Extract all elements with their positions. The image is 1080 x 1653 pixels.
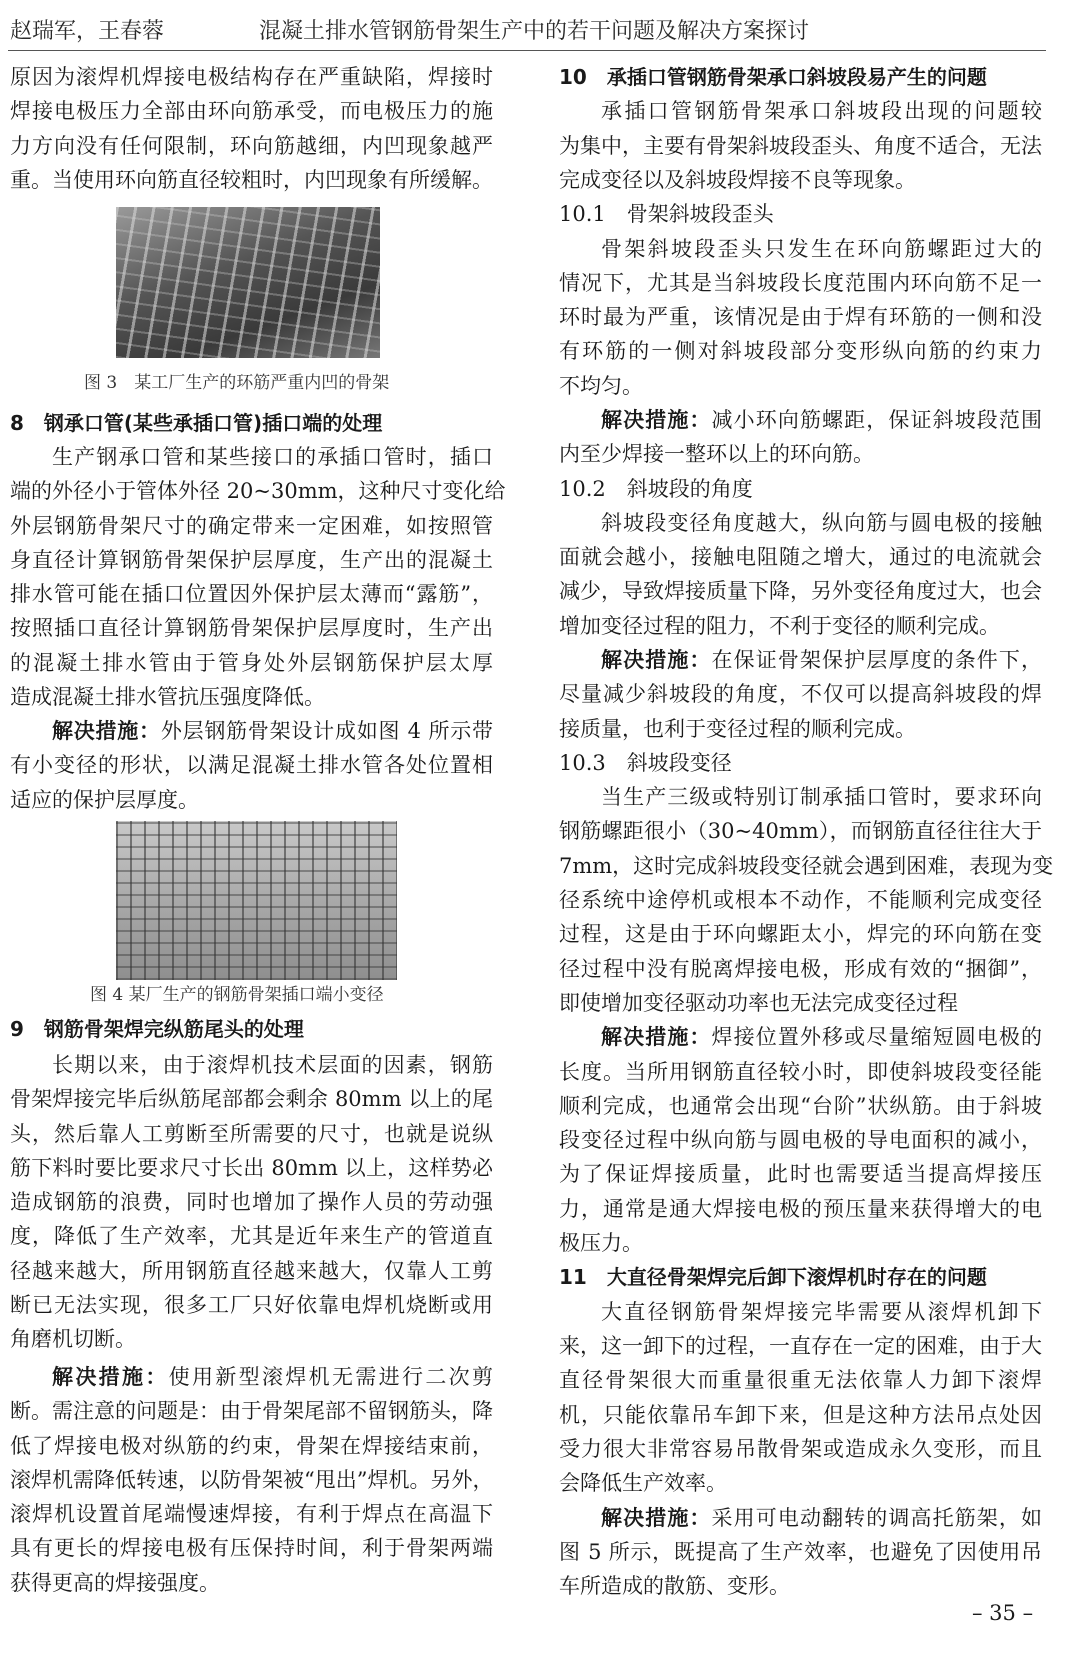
figure-4-caption: 图 4 某厂生产的钢筋骨架插口端小变径 [90,985,384,1005]
text-run: 焊接位置外移或尽量缩短圆电极的 [711,1025,1043,1050]
solution-paragraph [559,1020,1042,1260]
figure-4-image [116,821,397,980]
text-line: 不均匀。 [559,373,643,398]
text-line: 断。需注意的问题是：由于骨架尾部不留钢筋头，降 [10,1399,493,1424]
solution-paragraph [559,643,1042,746]
text-line: 度，降低了生产效率，尤其是近年来生产的管道直 [10,1224,493,1249]
text-line: 骨架斜坡段歪头只发生在环向筋螺距过大的 [601,236,1042,261]
figure-3-image [116,207,380,358]
text-line: 的混凝土排水管由于管身处外层钢筋保护层太厚 [10,650,493,675]
text-run: 在保证骨架保护层厚度的条件下， [711,648,1043,672]
solution-label: 解决措施： [601,1505,712,1530]
paragraph [10,440,506,714]
running-header-title: 混凝土排水管钢筋骨架生产中的若干问题及解决方案探讨 [259,19,810,44]
text-line: 按照插口直径计算钢筋骨架保护层厚度时，生产出 [10,616,493,641]
text-line: 径越来越大，所用钢筋直径越来越大，仅靠人工剪 [10,1258,493,1283]
text-line: 头，然后靠人工剪断至所需要的尺寸，也就是说纵 [10,1121,493,1146]
text-line: 适应的保护层厚度。 [10,787,199,812]
text-line: 环时最为严重，该情况是由于焊有环筋的一侧和没 [559,305,1042,330]
text-line: 排水管可能在插口位置因外保护层太薄而“露筋”， [10,582,493,607]
text-line: 外层钢筋骨架尺寸的确定带来一定困难，如按照管 [10,513,493,538]
solution-paragraph [559,1501,1042,1604]
text-line: 造成钢筋的浪费，同时也增加了操作人员的劳动强 [10,1190,493,1215]
subsection-heading-10-2: 10.2 斜坡段的角度 [559,476,753,501]
solution-paragraph [10,1360,493,1600]
text-run: 减小环向筋螺距，保证斜坡段范围 [711,408,1043,432]
text-line: 骨架焊接完毕后纵筋尾部都会剩余 80mm 以上的尾 [10,1087,493,1112]
text-line: 尽量减少斜坡段的角度，不仅可以提高斜坡段的焊 [559,682,1042,707]
solution-paragraph [559,403,1042,472]
text-line: 力，通常是通大焊接电极的预压量来获得增大的电 [559,1196,1042,1221]
text-line: 承插口管钢筋骨架承口斜坡段出现的问题较 [601,99,1042,124]
solution-paragraph [10,714,493,817]
text-line [10,714,493,748]
text-line: 图 5 所示，既提高了生产效率，也避免了因使用吊 [559,1539,1042,1564]
text-line [559,1020,1042,1054]
text-line: 径过程中没有脱离焊接电极，形成有效的“捆御”， [559,956,1042,981]
text-line [559,643,1042,677]
text-line: 7mm，这时完成斜坡段变径就会遇到困难，表现为变 [559,853,1054,878]
text-line: 直径骨架很大而重量很重无法依靠人力卸下滚焊 [559,1368,1042,1393]
section-heading-10: 10 承插口管钢筋骨架承口斜坡段易产生的问题 [559,65,987,89]
text-line: 长期以来，由于滚焊机技术层面的因素，钢筋 [52,1053,493,1077]
text-line: 为了保证焊接质量，此时也需要适当提高焊接压 [559,1162,1042,1187]
text-line [10,1360,493,1394]
text-line: 滚焊机设置首尾端慢速焊接，有利于焊点在高温下 [10,1502,493,1527]
text-line: 段变径过程中纵向筋与圆电极的导电面积的减小， [559,1128,1042,1153]
text-line: 过程，这是由于环向螺距太小，焊完的环向筋在变 [559,922,1042,947]
text-run: 使用新型滚焊机无需进行二次剪 [168,1365,494,1389]
text-line: 滚焊机需降低转速，以防骨架被“甩出”焊机。另外， [10,1467,494,1492]
text-run: 采用可电动翻转的调高托筋架，如 [711,1505,1043,1530]
text-line: 长度。当所用钢筋直径较小时，即使斜坡段变径能 [559,1059,1042,1084]
text-line: 机，只能依靠吊车卸下来，但是这种方法吊点处因 [559,1402,1042,1427]
figure-3-caption: 图 3 某工厂生产的环筋严重内凹的骨架 [84,373,390,393]
page-number: – 35 – [972,1601,1034,1625]
text-line: 会降低生产效率。 [559,1471,727,1496]
text-line: 重。当使用环向筋直径较粗时，内凹现象有所缓解。 [10,167,493,192]
text-line: 焊接电极压力全部由环向筋承受，而电极压力的施 [10,99,493,124]
text-line: 来，这一卸下的过程，一直存在一定的困难，由于大 [559,1333,1042,1358]
solution-label: 解决措施： [601,1025,712,1050]
header-rule [8,50,1046,51]
section-heading-9: 9 钢筋骨架焊完纵筋尾头的处理 [10,1017,304,1041]
text-line: 力方向没有任何限制，环向筋越细，内凹现象越严 [10,133,493,158]
text-line: 端的外径小于管体外径 20~30mm，这种尺寸变化给 [10,479,506,504]
text-line: 身直径计算钢筋骨架保护层厚度，生产出的混凝土 [10,547,493,572]
solution-label: 解决措施： [52,1365,169,1389]
text-line: 顺利完成，也通常会出现“台阶”状纵筋。由于斜坡 [559,1093,1042,1118]
text-line: 有小变径的形状，以满足混凝土排水管各处位置相 [10,753,493,778]
text-line: 情况下，尤其是当斜坡段长度范围内环向筋不足一 [559,270,1042,295]
text-line: 车所造成的散筋、变形。 [559,1574,790,1599]
text-line: 原因为滚焊机焊接电极结构存在严重缺陷，焊接时 [10,65,493,89]
solution-label: 解决措施： [601,648,712,672]
text-line: 有环筋的一侧对斜坡段部分变形纵向筋的约束力 [559,339,1042,364]
text-line: 减少，导致焊接质量下降，另外变径角度过大，也会 [559,579,1042,604]
paragraph [559,1295,1042,1501]
text-line: 筋下料时要比要求尺寸长出 80mm 以上，这样势必 [10,1155,493,1180]
text-line: 内至少焊接一整环以上的环向筋。 [559,442,874,467]
text-line: 受力很大非常容易吊散骨架或造成永久变形，而且 [559,1436,1042,1461]
text-line: 面就会越小，接触电阻随之增大，通过的电流就会 [559,545,1042,570]
text-line: 为集中，主要有骨架斜坡段歪头、角度不适合，无法 [559,133,1042,158]
solution-label: 解决措施： [52,719,161,743]
text-line: 当生产三级或特别订制承插口管时，要求环向 [601,785,1042,810]
paragraph [559,780,1054,1020]
text-line [559,403,1042,437]
text-line: 径系统中途停机或根本不动作，不能顺利完成变径 [559,888,1042,913]
text-line: 具有更长的焊接电极有压保持时间，利于骨架两端 [10,1536,493,1561]
text-line: 获得更高的焊接强度。 [10,1570,220,1595]
text-line: 完成变径以及斜坡段焊接不良等现象。 [559,167,916,192]
text-line: 斜坡段变径角度越大，纵向筋与圆电极的接触 [601,510,1042,535]
paragraph [10,1048,493,1357]
paragraph [10,60,493,197]
text-run: 外层钢筋骨架设计成如图 4 所示带 [160,719,493,743]
text-line [559,1501,1042,1535]
paragraph [559,232,1042,403]
text-line: 低了焊接电极对纵筋的约束，骨架在焊接结束前， [10,1433,493,1458]
section-heading-8: 8 钢承口管(某些承插口管)插口端的处理 [10,411,383,435]
text-line: 生产钢承口管和某些接口的承插口管时，插口 [52,445,493,469]
solution-label: 解决措施： [601,408,712,432]
text-line: 极压力。 [559,1231,643,1256]
paragraph [559,94,1042,197]
section-heading-11: 11 大直径骨架焊完后卸下滚焊机时存在的问题 [559,1265,987,1290]
running-header-authors: 赵瑞军，王春蓉 [10,19,165,44]
text-line: 即使增加变径驱动功率也无法完成变径过程 [559,990,958,1015]
subsection-heading-10-1: 10.1 骨架斜坡段歪头 [559,202,774,227]
text-line: 造成混凝土排水管抗压强度降低。 [10,685,325,710]
text-line: 接质量，也利于变径过程的顺利完成。 [559,716,916,741]
text-line: 增加变径过程的阻力，不利于变径的顺利完成。 [559,613,1000,638]
subsection-heading-10-3: 10.3 斜坡段变径 [559,750,732,775]
text-line: 大直径钢筋骨架焊接完毕需要从滚焊机卸下 [601,1299,1042,1324]
paragraph [559,506,1042,643]
text-line: 钢筋螺距很小（30~40mm），而钢筋直径往往大于 [559,819,1042,844]
text-line: 角磨机切断。 [10,1327,136,1352]
text-line: 断已无法实现，很多工厂只好依靠电焊机烧断或用 [10,1293,493,1318]
